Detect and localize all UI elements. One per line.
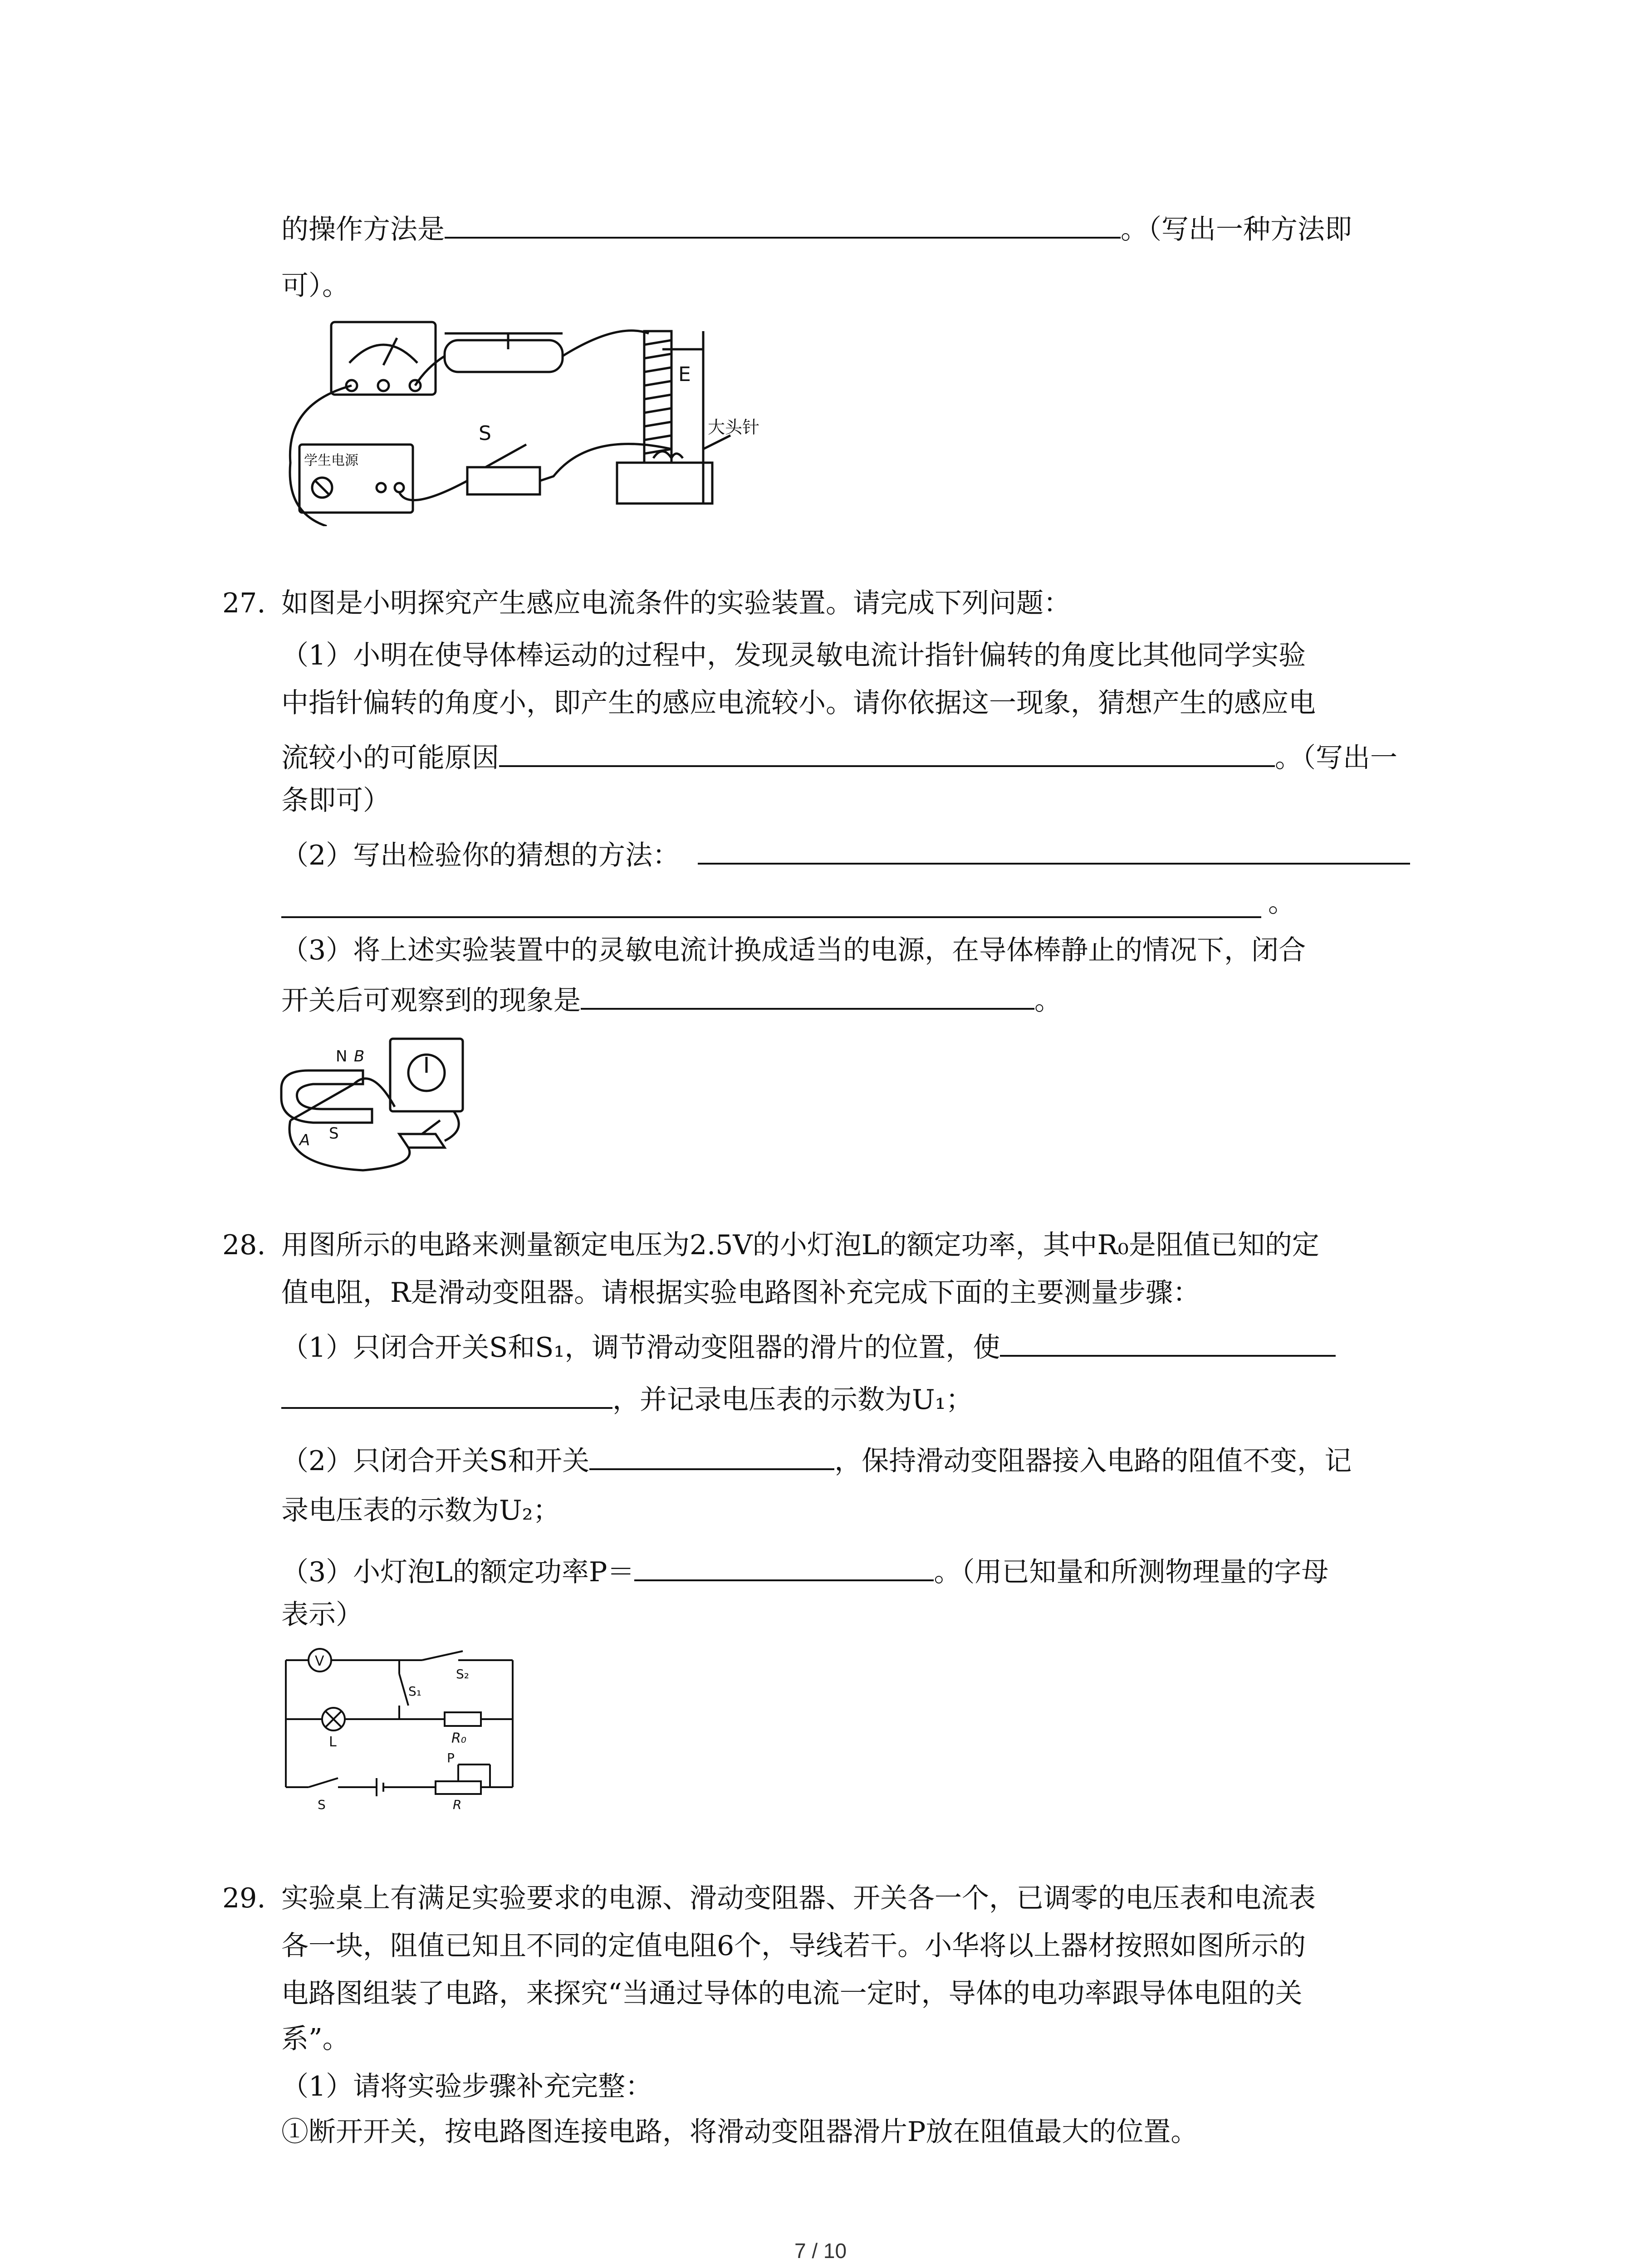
q28-s3-suffix: 。（用已知量和所测物理量的字母 — [934, 1556, 1329, 1588]
q28-s2-answer-blank[interactable] — [589, 1440, 834, 1470]
q27-stem: 如图是小明探究产生感应电流条件的实验装置。请完成下列问题： — [281, 587, 1071, 619]
q28-s1-line1 — [281, 1327, 1336, 1366]
q27-p1-line4: 条即可） — [281, 785, 390, 816]
q28-number: 28. — [222, 1229, 266, 1261]
resistor-r0-icon — [445, 1712, 481, 1726]
fig27-label-b: B — [354, 1047, 365, 1066]
fig28-label-s2: S₂ — [456, 1667, 469, 1681]
stand-base-icon — [617, 463, 712, 503]
fig28-label-v: V — [315, 1653, 324, 1669]
switch-s2-icon — [422, 1651, 463, 1660]
q28-s1-prefix: （1）只闭合开关S和S₁，调节滑动变阻器的滑片的位置，使 — [281, 1332, 1000, 1364]
q27-p1-line2: 中指针偏转的角度小，即产生的感应电流较小。请你依据这一现象，猜想产生的感应电 — [281, 687, 1316, 719]
q29-line1: 实验桌上有满足实验要求的电源、滑动变阻器、开关各一个，已调零的电压表和电流表 — [281, 1882, 1316, 1914]
q29-line2: 各一块，阻值已知且不同的定值电阻6个，导线若干。小华将以上器材按照如图所示的 — [281, 1930, 1306, 1962]
q28-s2-suffix: ，保持滑动变阻器接入电路的阻值不变，记 — [834, 1445, 1352, 1477]
fig28-label-s: S — [318, 1797, 326, 1812]
q27-p1-line3-suffix: 。（写出一 — [1275, 742, 1397, 774]
q28-s1-answer-blank-2[interactable] — [281, 1379, 612, 1409]
q29-step1: ①断开开关，按电路图连接电路，将滑动变阻器滑片P放在阻值最大的位置。 — [281, 2116, 1198, 2148]
q29-p1: （1）请将实验步骤补充完整： — [281, 2071, 653, 2102]
q27-p3-suffix: 。 — [1034, 985, 1062, 1017]
horseshoe-magnet-icon — [281, 1070, 372, 1123]
q27-p1-line1: （1）小明在使导体棒运动的过程中，发现灵敏电流计指针偏转的角度比其他同学实验 — [281, 640, 1306, 671]
q27-p1-line3 — [281, 737, 1397, 776]
fig28-label-r: R — [453, 1797, 462, 1812]
q27-p2-line — [281, 835, 1410, 874]
q27-p3-line2 — [281, 980, 1062, 1019]
rheostat-icon — [445, 340, 563, 372]
q27-p2-prefix: （2）写出检验你的猜想的方法： — [281, 840, 680, 871]
fig28-label-p: P — [447, 1750, 455, 1765]
q28-s3-line1 — [281, 1551, 1328, 1590]
q26-answer-blank[interactable] — [445, 209, 1121, 239]
fig27-label-n: N — [336, 1047, 348, 1066]
q28-stem-line2: 值电阻，R是滑动变阻器。请根据实验电路图补充完成下面的主要测量步骤： — [281, 1277, 1200, 1309]
q28-s3-answer-blank[interactable] — [634, 1551, 934, 1581]
q28-s3-line2: 表示） — [281, 1599, 363, 1631]
q29-line4: 系”。 — [281, 2023, 350, 2055]
q29-number: 29. — [222, 1882, 266, 1914]
switch-s-icon — [467, 467, 540, 494]
fig28-label-l: L — [329, 1734, 337, 1750]
q28-s1-line2 — [281, 1379, 973, 1418]
q27-p2-end: 。 — [1268, 887, 1295, 919]
q27-p1-answer-blank[interactable] — [499, 737, 1275, 767]
q26-line1-suffix: 。（写出一种方法即 — [1121, 214, 1352, 245]
fig28-label-s1: S₁ — [408, 1684, 421, 1699]
switch-s-icon — [309, 1778, 338, 1787]
fig26-label-e: E — [678, 363, 691, 386]
q26-line2: 可）。 — [281, 270, 349, 302]
page-number: 7 / 10 — [794, 2239, 847, 2263]
switch-icon — [399, 1134, 445, 1148]
q28-s1-answer-blank-1[interactable] — [1000, 1327, 1336, 1357]
fig27-label-a: A — [299, 1131, 310, 1149]
q28-circuit-diagram — [272, 1642, 526, 1814]
q26-line1 — [281, 209, 1352, 248]
q27-number: 27. — [222, 587, 266, 619]
q27-p3-answer-blank[interactable] — [581, 980, 1034, 1010]
q27-p1-line3-prefix: 流较小的可能原因 — [281, 742, 499, 774]
electromagnet-apparatus-figure — [272, 313, 798, 526]
q27-p2-answer-blank-1[interactable] — [698, 835, 1410, 865]
fig26-label-s: S — [479, 422, 491, 445]
q28-s1-line2-suffix: ，并记录电压表的示数为U₁； — [612, 1384, 973, 1416]
fig26-supply-label: 学生电源 — [304, 453, 358, 469]
q28-stem-line1: 用图所示的电路来测量额定电压为2.5V的小灯泡L的额定功率，其中R₀是阻值已知的定 — [281, 1229, 1319, 1261]
induction-apparatus-figure — [272, 1030, 485, 1175]
fig27-label-s: S — [329, 1124, 339, 1143]
fig26-pin-label: 大头针 — [708, 417, 760, 437]
q27-p3-prefix: 开关后可观察到的现象是 — [281, 985, 581, 1017]
q27-p2-answer-blank-2[interactable] — [281, 916, 1261, 918]
galvanometer-icon — [390, 1039, 463, 1111]
q28-s2-prefix: （2）只闭合开关S和开关 — [281, 1445, 590, 1477]
q29-line3: 电路图组装了电路，来探究“当通过导体的电流一定时，导体的电功率跟导体电阻的关 — [281, 1978, 1303, 2009]
q28-s2-line1 — [281, 1440, 1352, 1479]
rheostat-r-icon — [436, 1781, 481, 1794]
switch-s1-icon — [399, 1674, 408, 1706]
q27-p3-line1: （3）将上述实验装置中的灵敏电流计换成适当的电源，在导体棒静止的情况下，闭合 — [281, 934, 1306, 966]
fig28-label-r0: R₀ — [451, 1730, 466, 1746]
q28-s2-line2: 录电压表的示数为U₂； — [281, 1495, 560, 1526]
q26-line1-prefix: 的操作方法是 — [281, 214, 445, 245]
q28-s3-prefix: （3）小灯泡L的额定功率P＝ — [281, 1556, 635, 1588]
